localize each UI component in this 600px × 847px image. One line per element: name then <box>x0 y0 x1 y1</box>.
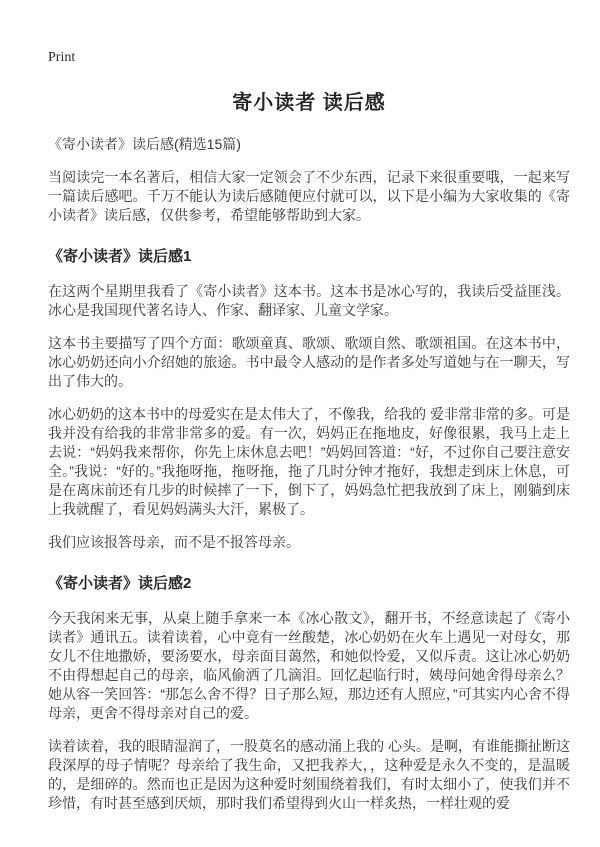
section-2-heading: 《寄小读者》读后感2 <box>48 575 192 592</box>
section-1-paragraph-1: 在这两个星期里我看了《寄小读者》这本书。这本书是冰心写的，我读后受益匪浅。冰心是我国现代著名诗人、作家、翻译家、儿童文学家。 <box>48 283 570 318</box>
section-1-heading: 《寄小读者》读后感1 <box>48 248 192 265</box>
page-title: 寄小读者 读后感 <box>232 92 386 114</box>
section-1-paragraph-2: 这本书主要描写了四个方面：歌颂童真、歌颂、歌颂自然、歌颂祖国。在这本书中，冰心奶奶还向小介绍她的旅途。书中最令人感动的是作者多处写道她与在一聊天，写出了伟大的。 <box>48 335 570 389</box>
section-1-paragraph-3: 冰心奶奶的这本书中的母爱实在是太伟大了，不像我，给我的 爱非常非常的多。可是我并没有给我的非常非常多的爱。有一次，妈妈正在拖地皮，好像很累，我马上走上去说：“妈妈我来帮你，你先上床休息去吧！”妈妈回答道：“好，不过你自己要注意安全。”我说：“好的。”我拖呀拖，拖呀拖，拖了几时分钟才拖好，我想走到床上休息，可是在离床前还有几步的时候摔了一下，倒下了，妈妈急忙把我放到了床上，刚躺到床上我就醒了，看见妈妈满头大汗，累极了。 <box>48 406 570 517</box>
section-2-paragraph-1: 今天我闲来无事，从桌上随手拿来一本《冰心散文》，翻开书，不经意读起了《寄小读者》通讯五。读着读着，心中竟有一丝酸楚，冰心奶奶在火车上遇见一对母女，那女儿不住地撒娇，要汤要水，母亲面目蔼然，和她似怜爱，又似斥责。这让冰心奶奶不由得想起自己的母亲，临风偷洒了几滴泪。回忆起临行时，姨母问她舍得母亲么？她从容一笑回答：“那怎么舍不得？日子那么短，那边还有人照应，”可其实内心舍不得母亲，更舍不得母亲对自己的爱。 <box>48 610 570 721</box>
section-1-paragraph-4: 我们应该报答母亲，而不是不报答母亲。 <box>48 534 300 550</box>
intro-paragraph: 当阅读完一本名著后，相信大家一定领会了不少东西，记录下来很重要哦，一起来写一篇读后感吧。千万不能认为读后感随便应付就可以，以下是小编为大家收集的《寄小读者》读后感，仅供参考，希望能够帮助到大家。 <box>48 169 570 223</box>
section-2-paragraph-2: 读着读着，我的眼睛湿润了，一股莫名的感动涌上我的 心头。是啊，有谁能撕扯断这段深厚的母子情呢？母亲给了我生命，又把我养大，，这种爱是永久不变的，是温暖的，是细碎的。然而也正是因为这种爱时刻围绕着我们，有时太细小了，使我们并不珍惜，有时甚至感到厌烦，那时我们希望得到火山一样炙热，一样壮观的爱 <box>48 738 570 811</box>
print-link[interactable]: Print <box>48 50 76 65</box>
document-subtitle: 《寄小读者》读后感(精选15篇) <box>48 136 241 152</box>
